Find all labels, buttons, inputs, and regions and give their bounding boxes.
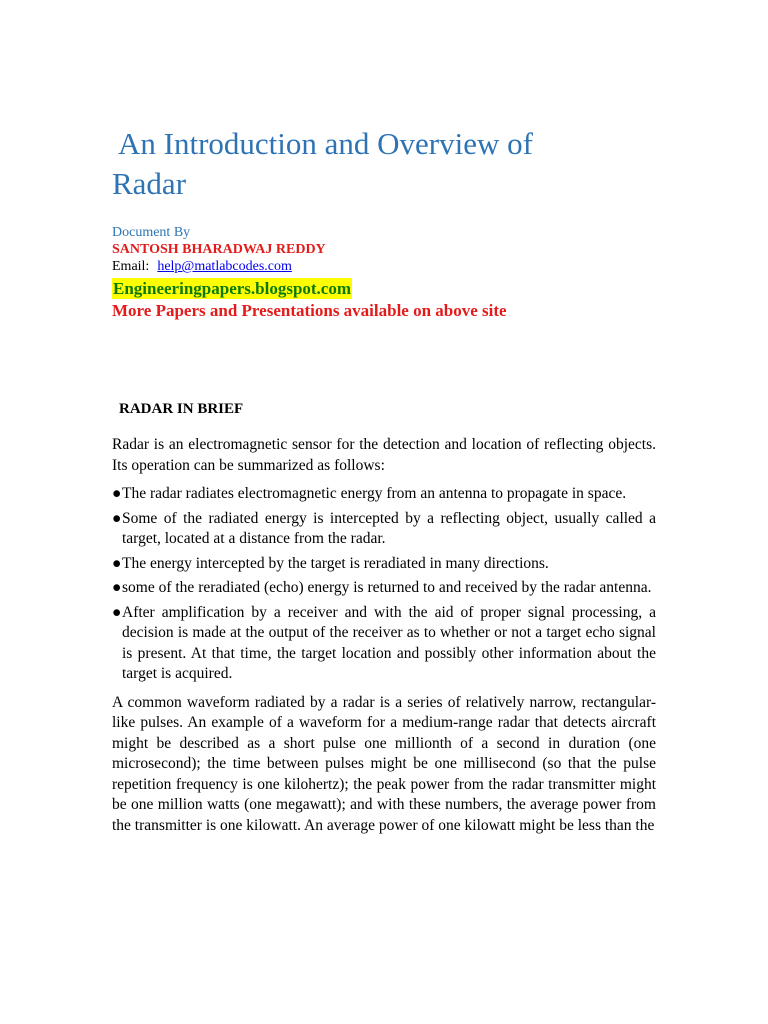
bullet-dot-icon: ●	[112, 485, 122, 502]
bullet-item: ●some of the reradiated (echo) energy is returned to and received by the radar antenna.	[112, 578, 656, 599]
waveform-paragraph: A common waveform radiated by a radar is a series of relatively narrow, rectangular-like pulses. An example of a waveform for a medium-range radar that detects aircraft might be described as a short pulse one millionth of a second in duration (one microsecond); the time between pulses might be one millisecond (so that the pulse repetition frequency is one kilohertz); the peak power from the radar transmitter might be one million watts (one megawatt); and with these numbers, the average power from the transmitter is one kilowatt. An average power of one kilowatt might be less than the	[112, 693, 656, 834]
title-line-2: Radar	[112, 166, 187, 201]
title-line-1: An Introduction and Overview of	[118, 126, 533, 161]
bullet-dot-icon: ●	[112, 579, 122, 596]
bullet-item: ●Some of the radiated energy is intercepted by a reflecting object, usually called a target, located at a distance from the radar.	[112, 509, 656, 547]
email-label: Email:	[112, 259, 150, 274]
bullet-item: ●The radar radiates electromagnetic energy from an antenna to propagate in space.	[112, 484, 656, 505]
document-title	[112, 124, 672, 204]
bullet-dot-icon: ●	[112, 554, 122, 572]
bullet-item: ●After amplification by a receiver and with the aid of proper signal processing, a decision is made at the output of the receiver as to whether or not a target echo signal is present. At that time, the target location and possibly other information about the target is acquired.	[112, 603, 656, 682]
document-by-label: Document By	[112, 225, 191, 240]
more-papers-note: More Papers and Presentations available on above site	[112, 301, 507, 320]
email-link[interactable]: help@matlabcodes.com	[157, 259, 292, 274]
bullet-list	[112, 484, 656, 685]
intro-paragraph: Radar is an electromagnetic sensor for the detection and location of reflecting objects. Its operation can be summarized as follows:	[112, 436, 656, 474]
bullet-dot-icon: ●	[112, 509, 122, 527]
site-link[interactable]: Engineeringpapers.blogspot.com	[113, 279, 352, 298]
document-meta	[112, 224, 672, 323]
email-line	[112, 258, 672, 275]
body-text	[112, 435, 656, 844]
author-name: SANTOSH BHARADWAJ REDDY	[112, 242, 326, 257]
bullet-item: ●The energy intercepted by the target is reradiated in many directions.	[112, 554, 656, 575]
section-heading: RADAR IN BRIEF	[119, 401, 244, 417]
bullet-dot-icon: ●	[112, 603, 122, 621]
